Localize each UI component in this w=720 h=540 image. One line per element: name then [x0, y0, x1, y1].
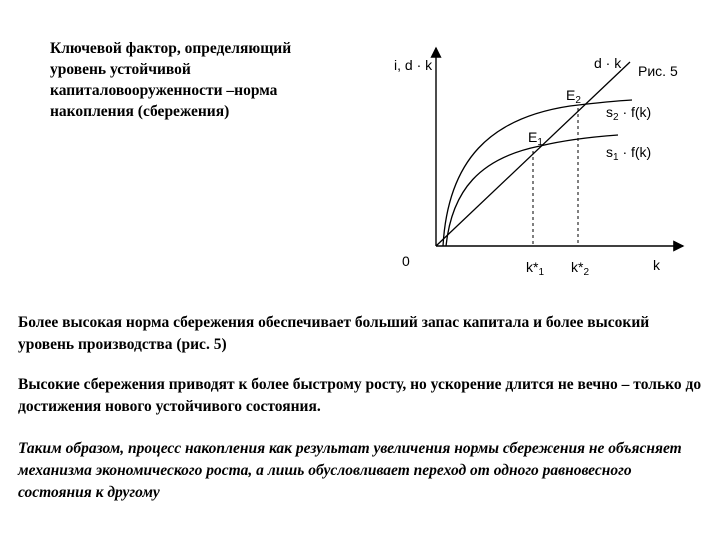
curve-s2-label: $s_2 \cdot f(k)$ — [606, 104, 652, 123]
curve-s1-label: $s_1 \cdot f(k)$ — [606, 144, 652, 163]
curve-s2-fk — [443, 100, 632, 246]
paragraph-conclusion: Таким образом, процесс накопления как результат увеличения нормы сбережения не объясняет механизма экономического роста, а лишь обусловливает переход от одного равновесного состояния к другому — [18, 440, 682, 501]
x-axis-label: k — [653, 257, 660, 273]
steady-state-graph — [380, 40, 690, 280]
k1-label: $k*_1$ — [526, 259, 545, 278]
paragraph-faster-growth: Высокие сбережения приводят к более быстрому росту, но ускорение длится не вечно – только до достижения нового устойчивого состояния. — [18, 376, 702, 415]
curve-s1-fk — [446, 135, 618, 246]
y-axis-label: i, d · k — [394, 57, 433, 73]
figure-caption: Рис. 5 — [638, 63, 678, 79]
origin-label: 0 — [402, 253, 410, 269]
point-e1-label: $E_1$ — [528, 129, 543, 148]
paragraph-higher-savings: Более высокая норма сбережения обеспечивает больший запас капитала и более высокий уровень производства (рис. 5) — [18, 314, 650, 353]
key-factor-text: Ключевой фактор, определяющий уровень устойчивой капиталовооруженности –норма накопления (сбережения) — [50, 40, 292, 120]
line-label: d · k — [594, 55, 622, 71]
k2-label: $k*_2$ — [571, 259, 590, 278]
point-e2-label: $E_2$ — [566, 87, 581, 106]
